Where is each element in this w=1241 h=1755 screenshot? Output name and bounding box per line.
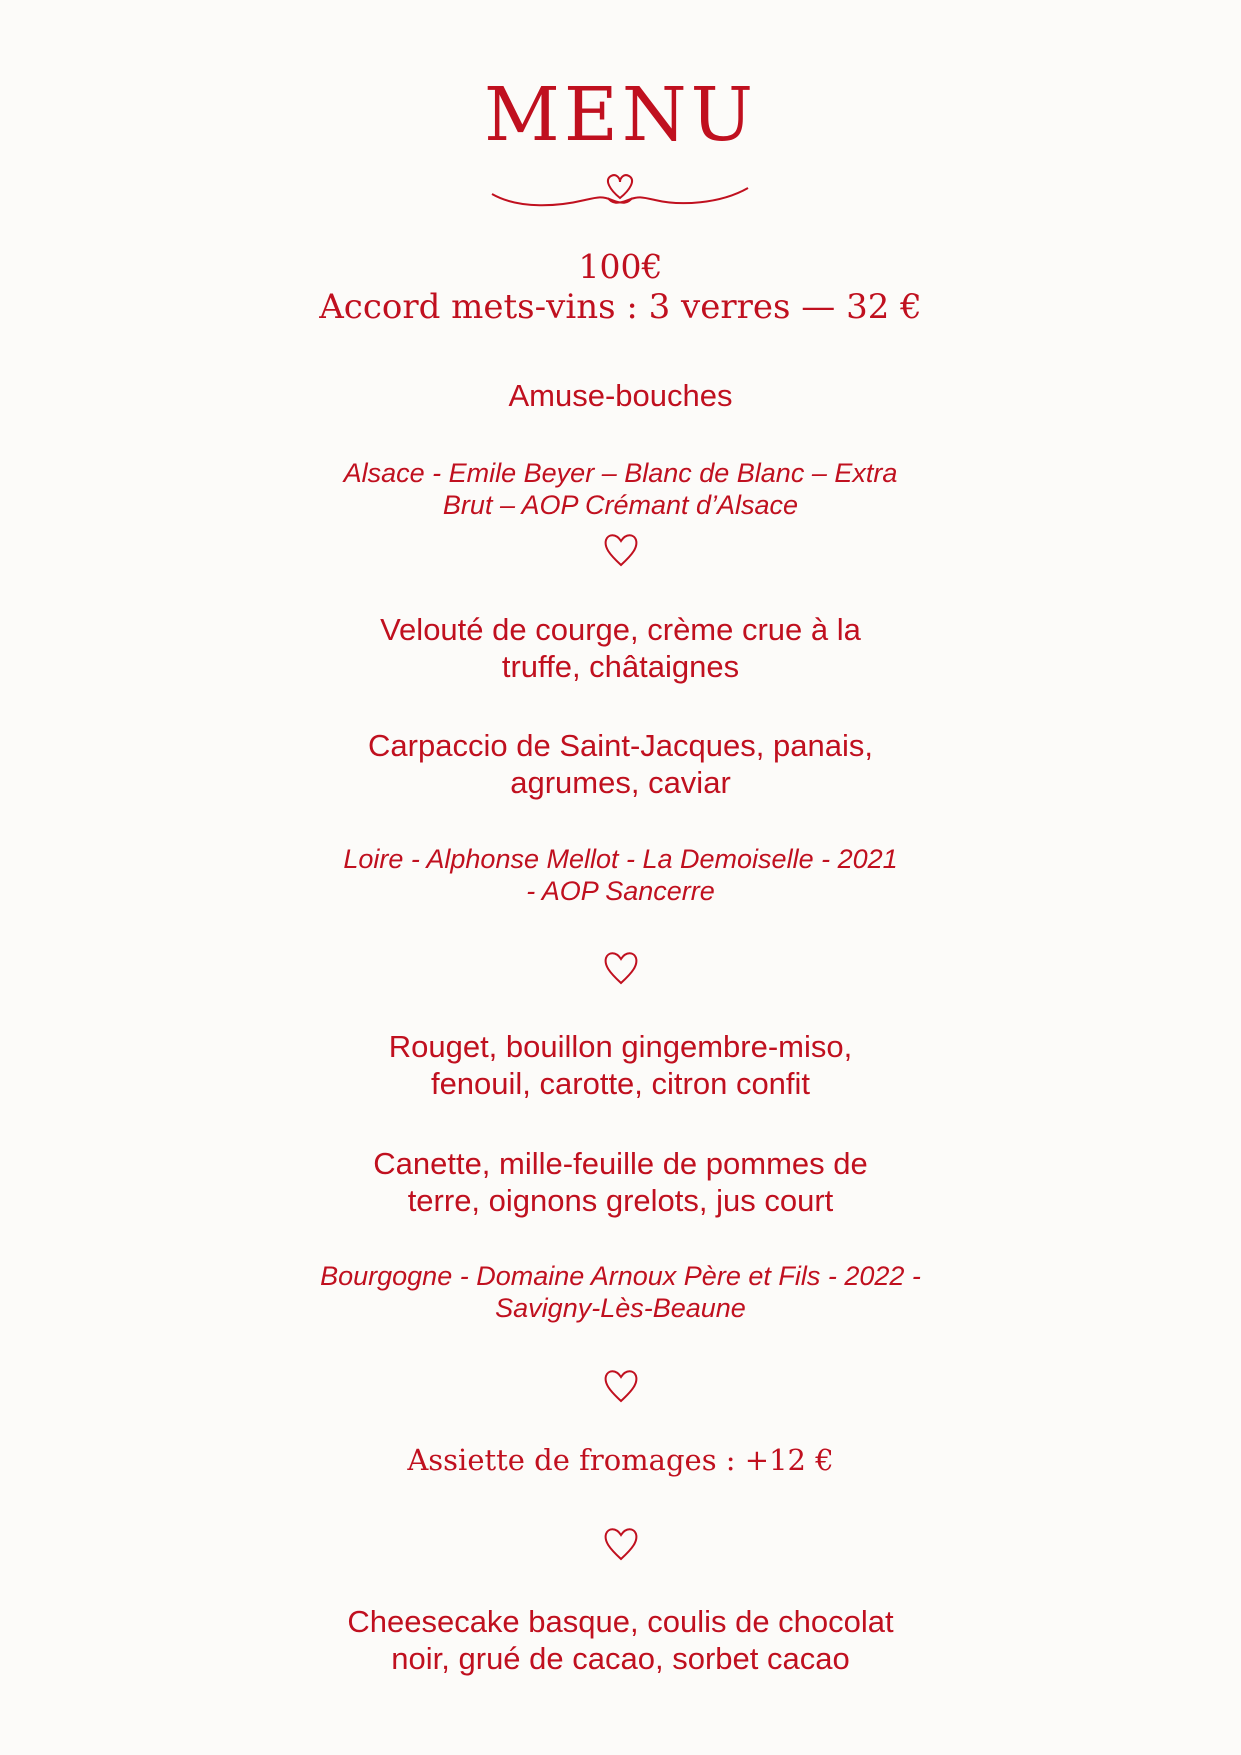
course-veloute — [0, 611, 1241, 685]
course-line: noir, grué de cacao, sorbet cacao — [391, 1641, 850, 1676]
heart-outline-icon — [601, 1524, 641, 1564]
wine-pairing-bourgogne — [0, 1260, 1241, 1324]
wine-line: - AOP Sancerre — [526, 876, 715, 906]
course-rouget — [0, 1028, 1241, 1102]
course-line: Carpaccio de Saint-Jacques, panais, — [368, 728, 873, 763]
heart-divider — [0, 1366, 1241, 1411]
course-line: Velouté de courge, crème crue à la — [380, 612, 861, 647]
heart-outline-icon — [601, 948, 641, 988]
heart-divider — [0, 948, 1241, 993]
cheese-plate-option: Assiette de fromages : +12 € — [407, 1443, 834, 1477]
wine-line: Alsace - Emile Beyer – Blanc de Blanc – Extra — [343, 458, 898, 488]
heart-outline-icon — [601, 1366, 641, 1406]
wine-pairing-alsace — [0, 457, 1241, 521]
course-line: agrumes, caviar — [510, 765, 731, 800]
amuse-bouches: Amuse-bouches — [508, 378, 733, 413]
wine-pairing-loire — [0, 843, 1241, 907]
wine-line: Brut – AOP Crémant d’Alsace — [442, 490, 799, 520]
course-line: fenouil, carotte, citron confit — [430, 1066, 811, 1101]
wine-pairing-price: Accord mets-vins : 3 verres — 32 € — [319, 287, 922, 327]
wine-line: Savigny-Lès-Beaune — [495, 1293, 746, 1323]
menu-price: 100€ — [578, 247, 663, 286]
course-line: Cheesecake basque, coulis de chocolat — [347, 1604, 894, 1639]
course-line: truffe, châtaignes — [501, 649, 740, 684]
heart-divider — [0, 530, 1241, 575]
course-line: Rouget, bouillon gingembre-miso, — [388, 1029, 853, 1064]
dessert-cheesecake — [0, 1603, 1241, 1677]
menu-title: MENU — [484, 72, 757, 158]
course-carpaccio — [0, 727, 1241, 801]
wine-line: Loire - Alphonse Mellot - La Demoiselle - 2021 — [343, 844, 898, 874]
course-line: terre, oignons grelots, jus court — [407, 1183, 834, 1218]
heart-flourish-divider — [490, 170, 750, 215]
wine-line: Bourgogne - Domaine Arnoux Père et Fils - 2022 - — [320, 1261, 921, 1291]
heart-divider — [0, 1524, 1241, 1569]
heart-outline-icon — [601, 530, 641, 570]
course-canette — [0, 1145, 1241, 1219]
course-line: Canette, mille-feuille de pommes de — [373, 1146, 868, 1181]
